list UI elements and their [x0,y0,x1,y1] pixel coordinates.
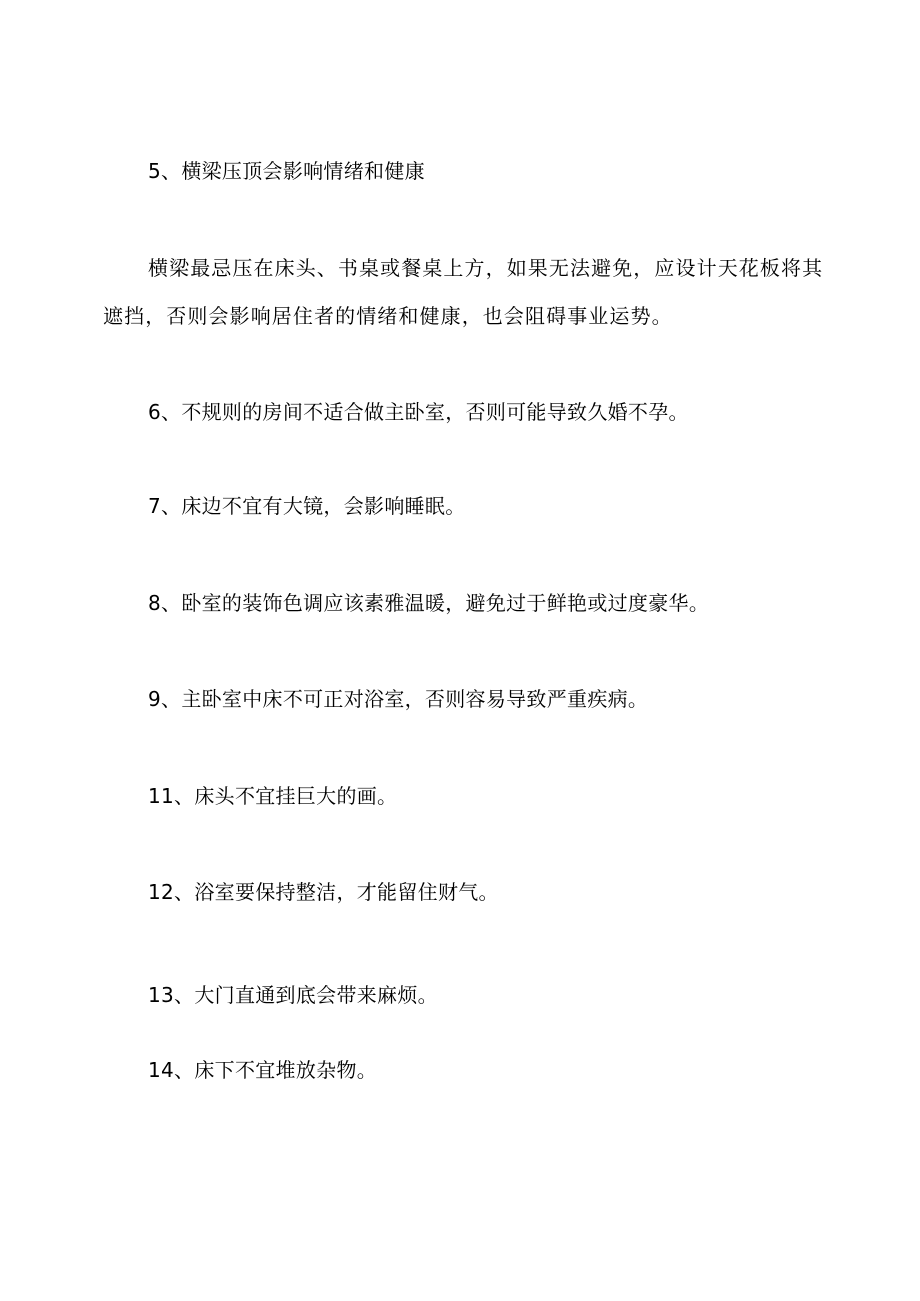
item-6-text: 6、不规则的房间不适合做主卧室，否则可能导致久婚不孕。 [148,400,689,424]
item-14-text: 14、床下不宜堆放杂物。 [148,1058,378,1082]
item-5-body-paragraph: 横梁最忌压在床头、书桌或餐桌上方，如果无法避免，应设计天花板将其遮挡，否则会影响居住者的情绪和健康，也会阻碍事业运势。 [103,256,824,328]
item-5-heading: 5、横梁压顶会影响情绪和健康 [148,159,425,183]
item-11-text: 11、床头不宜挂巨大的画。 [148,784,398,808]
item-9-text: 9、主卧室中床不可正对浴室，否则容易导致严重疾病。 [148,687,649,711]
item-13-text: 13、大门直通到底会带来麻烦。 [148,983,438,1007]
item-8-text: 8、卧室的装饰色调应该素雅温暖，避免过于鲜艳或过度豪华。 [148,591,710,615]
item-7-text: 7、床边不宜有大镜，会影响睡眠。 [148,494,466,518]
item-12-text: 12、浴室要保持整洁，才能留住财气。 [148,880,499,904]
